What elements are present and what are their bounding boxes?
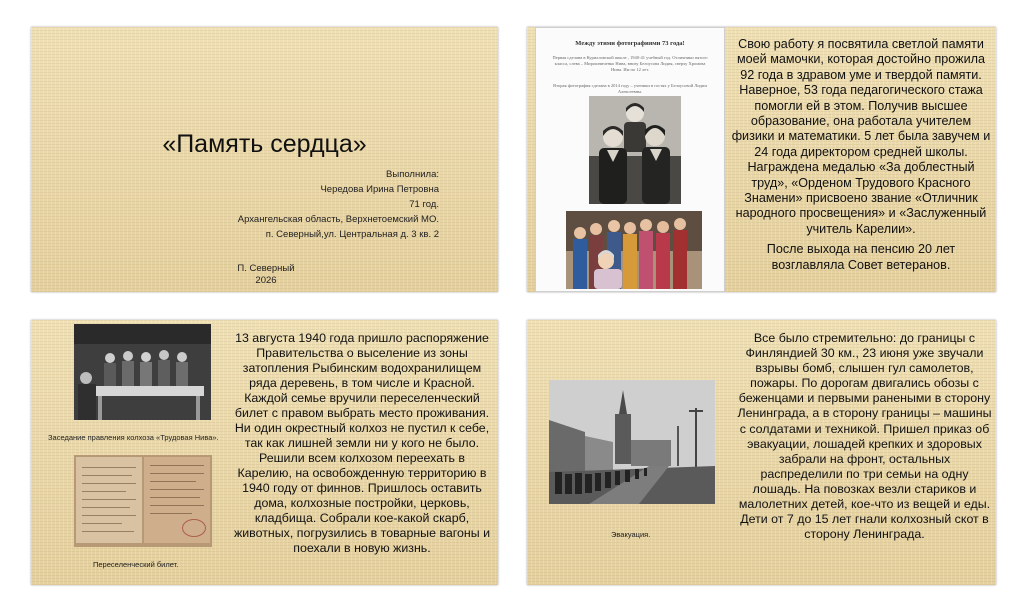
evacuation-photo: [549, 380, 715, 504]
evacuation-text: Все было стремительно: до границы с Финляндией 30 км., 23 июня уже звучали взрывы бомб, слышен гул самолетов, пожары. По дорогам двигались обозы с беженцами и первыми ранеными в сторону Ленинграда, а в сторону границы – машины с солдатами и техникой. Пришел приказ об эвакуации, лошадей крепких и здоровых забрали на фронт, остальных распределили по три семьи на одну лошадь. На повозках везли стариков и малолетних детей, кое-что из вещей и еды. Дети от 7 до 15 лет гнали колхозный скот в сторону Ленинграда.: [737, 331, 992, 542]
document-paragraph: Вторая фотография сделана в 2014 году – ученики в гостях у Белоусовой Лидии Алексеевны.: [553, 83, 707, 94]
resettlement-text: 13 августа 1940 года пришло распоряжение Правительства о выселение из зоны затопления Рыбинским водохранилищем ряда деревень, в том числе и Красной. Каждой семье вручили переселенческий билет с правом выбрать место проживания. Ни один окрестный колхоз не пустил к себе, так как лишней земли ни у кого не было. Решили всем колхозом переехать в Карелию, на освобожденную территорию в 1940 году от финнов. Пришлось оставить дома, колхозные постройки, церковь, кладбища. Собрали кое-какой скарб, животных, погрузились в товарные вагоны и поехали в новую жизнь.: [233, 331, 491, 555]
resettlement-ticket-photo: [74, 455, 212, 547]
footer-year: 2026: [255, 275, 277, 286]
ticket-right-page: [144, 457, 210, 543]
scanned-document: [535, 27, 725, 292]
text-paragraph: После выхода на пенсию 20 лет возглавляла Совет ветеранов.: [766, 242, 956, 272]
document-heading: Между этими фотографиями 73 года!: [575, 40, 685, 47]
author-address: п. Северный,ул. Центральная д. 3 кв. 2: [265, 229, 439, 240]
slide-evacuation[interactable]: [527, 320, 996, 585]
slide-title[interactable]: [31, 27, 498, 292]
text-paragraph: Свою работу я посвятила светлой памяти моей мамочки, которая достойно прожила 92 года в здравом уме и твердой памяти. Наверное, 53 года педагогического стажа помогли ей в этом. Получив высшее образование, она работала учителем физики и математики. 5 лет была завучем и 24 года директором средней школы. Награждена медалью «За доблестный труд», «Орденом Трудового Красного Знамени» присвоено звание «Отличник народного просвещения» и «Заслуженный учитель Карелии».: [731, 37, 991, 236]
evacuation-caption: Эвакуация.: [611, 530, 651, 539]
author-info: [179, 167, 439, 242]
board-meeting-photo: [74, 324, 211, 420]
footer-place: П. Северный: [237, 263, 295, 274]
ticket-left-page: [76, 457, 142, 543]
document-paragraph: Первая сделана в Курилловской школе , 1940-41 учебный год. Отличники пятого класса, слева – Мирошниченко Нина, внизу Белоусова Лидия, сверху Хромова Нина. Им по 12 лет.: [552, 55, 708, 72]
author-region: Архангельская область, Верхнетоемский МО.: [237, 214, 439, 225]
school-children-photo: [589, 96, 681, 204]
author-name: Чередова Ирина Петровна: [320, 184, 439, 195]
author-age: 71 год.: [409, 199, 439, 210]
meeting-caption: Заседание правления колхоза «Трудовая Нива».: [48, 433, 219, 442]
reunion-group-photo: [566, 211, 702, 289]
presentation-title: «Память сердца»: [162, 130, 367, 158]
ticket-caption: Переселенческий билет.: [93, 560, 179, 569]
slide-resettlement[interactable]: [31, 320, 498, 585]
slide-dedication[interactable]: [527, 27, 996, 292]
dedication-text: [731, 37, 991, 273]
author-label: Выполнила:: [386, 169, 439, 180]
place-and-year: [231, 263, 301, 287]
